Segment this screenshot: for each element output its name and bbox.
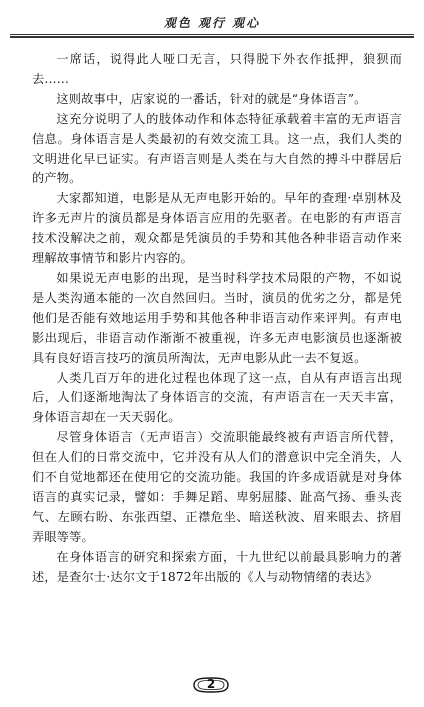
page-number: 2 <box>206 677 216 691</box>
paragraph-2: 这则故事中，店家说的一番话，针对的就是“身体语言”。 <box>56 91 367 106</box>
header-title: 观色 观行 观心 <box>163 16 261 30</box>
paragraph-4: 大家都知道，电影是从无声电影开始的。早年的查理·卓别林及许多无声片的演员都是身体语言应用的先驱者。在电影的有声语言技术没解决之前，观众都是凭演员的手势和其他各种非语言动作来理解故事情节和影片内容的。 <box>32 191 402 266</box>
paragraph-1: 一席话，说得此人哑口无言，只得脱下外衣作抵押，狼狈而去…… <box>32 52 402 86</box>
paragraph-7: 尽管身体语言（无声语言）交流职能最终被有声语言所代替，但在人们的日常交流中，它并没有从人们的潜意识中完全消失，人们不自觉地都还在使用它的交流功能。我国的许多成语就是对身体语言的真实记录，譬如：手舞足蹈、卑躬屈膝、趾高气扬、垂头丧气、左顾右盼、东张西望、正襟危坐、暗送秋波、眉来眼去、挤眉弄眼等等。 <box>32 430 402 544</box>
header-rule-thin <box>10 34 414 35</box>
page-number-badge <box>192 676 230 694</box>
paragraph-8: 在身体语言的研究和探索方面，十九世纪以前最具影响力的著述，是查尔士·达尔文于1872年出版的《人与动物情绪的表达》 <box>32 549 402 584</box>
paragraph-6: 人类几百万年的进化过程也体现了这一点，自从有声语言出现后，人们逐渐地淘汰了身体语言的交流，有声语言在一天天丰富，身体语言却在一天天弱化。 <box>32 370 402 425</box>
paragraph-5: 如果说无声电影的出现，是当时科学技术局限的产物，不如说是人类沟通本能的一次自然回归。当时，演员的优劣之分，都是凭他们是否能有效地运用手势和其他各种非语言动作来评判。有声电影出现后，非语言动作渐渐不被重视，许多无声电影演员也逐渐被具有良好语言技巧的演员所淘汰，无声电影从此一去不复返。 <box>32 270 402 365</box>
paragraph-3: 这充分说明了人的肢体动作和体态特征承载着丰富的无声语言信息。身体语言是人类最初的有效交流工具。这一点，我们人类的文明进化早已证实。有声语言则是人类在与大自然的搏斗中群居后的产物。 <box>32 111 402 186</box>
running-header <box>10 8 414 36</box>
body-text <box>32 50 402 587</box>
header-rule-thick <box>10 36 414 38</box>
